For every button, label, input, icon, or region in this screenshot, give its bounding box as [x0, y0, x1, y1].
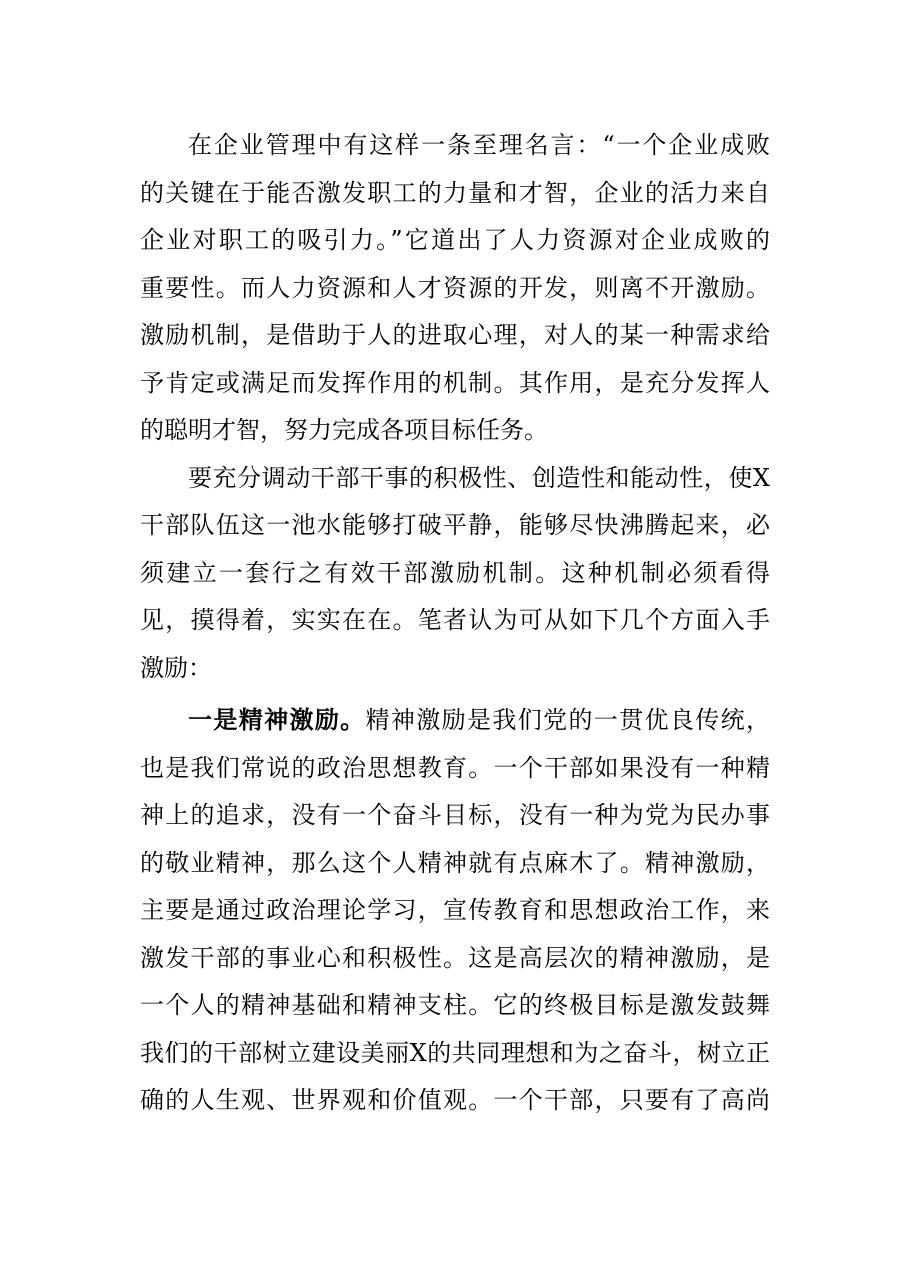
paragraph-1-line-7: 的聪明才智，努力完成各项目标任务。	[140, 416, 548, 444]
paragraph-3-line-1	[188, 700, 770, 740]
paragraph-3-line-5: 主要是通过政治理论学习，宣传教育和思想政治工作，来	[140, 896, 770, 924]
section-lead-heading: 一是精神激励。	[188, 706, 366, 734]
paragraph-2-line-3: 须建立一套行之有效干部激励机制。这种机制必须看得	[140, 559, 770, 587]
paragraph-1-line-3: 企业对职工的吸引力。”它道出了人力资源对企业成败的	[140, 226, 770, 254]
paragraph-1-line-5: 激励机制，是借助于人的进取心理，对人的某一种需求给	[140, 321, 770, 349]
paragraph-3-line-1-text: 精神激励是我们党的一贯优良传统，	[365, 706, 771, 734]
paragraph-3-line-9: 确的人生观、世界观和价值观。一个干部，只要有了高尚	[140, 1086, 770, 1114]
paragraph-1-line-2: 的关键在于能否激发职工的力量和才智，企业的活力来自	[140, 179, 770, 207]
paragraph-2-line-4: 见，摸得着，实实在在。笔者认为可从如下几个方面入手	[140, 606, 770, 634]
paragraph-1-line-1: 在企业管理中有这样一条至理名言：“一个企业成败	[188, 131, 770, 159]
paragraph-2-line-1: 要充分调动干部干事的积极性、创造性和能动性，使X	[188, 464, 770, 492]
paragraph-3-line-6: 激发干部的事业心和积极性。这是高层次的精神激励，是	[140, 944, 770, 972]
paragraph-3-line-7: 一个人的精神基础和精神支柱。它的终极目标是激发鼓舞	[140, 991, 770, 1019]
paragraph-3-line-2: 也是我们常说的政治思想教育。一个干部如果没有一种精	[140, 754, 770, 782]
paragraph-2-line-2: 干部队伍这一池水能够打破平静，能够尽快沸腾起来，必	[140, 511, 770, 539]
paragraph-1-line-6: 予肯定或满足而发挥作用的机制。其作用，是充分发挥人	[140, 369, 770, 397]
paragraph-3-line-8: 我们的干部树立建设美丽X的共同理想和为之奋斗，树立正	[140, 1039, 770, 1067]
paragraph-3-line-4: 的敬业精神，那么这个人精神就有点麻木了。精神激励，	[140, 849, 770, 877]
paragraph-1-line-4: 重要性。而人力资源和人才资源的开发，则离不开激励。	[140, 274, 770, 302]
paragraph-2-line-5: 激励：	[140, 654, 212, 682]
paragraph-3-line-3: 神上的追求，没有一个奋斗目标，没有一种为党为民办事	[140, 801, 770, 829]
